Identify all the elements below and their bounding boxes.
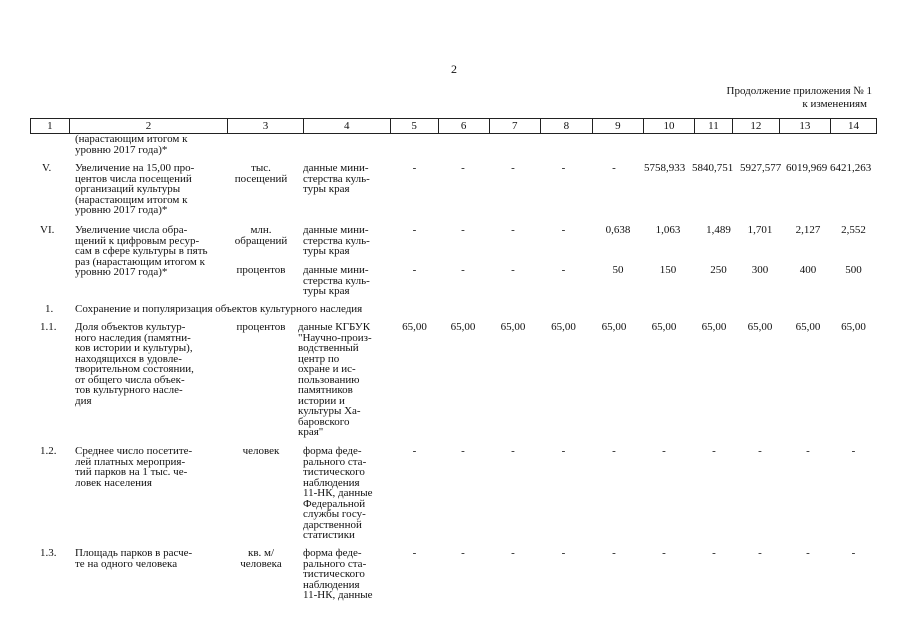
row-v-col10: 5758,933	[644, 162, 686, 174]
row-1-2-col11: -	[712, 445, 716, 457]
row-vi-col13: 2,127	[795, 224, 821, 236]
row-0-name: (нарастающим итогом к уровню 2017 года)*	[75, 133, 188, 156]
row-1-1-col8: 65,00	[551, 321, 576, 333]
row-1-3-number: 1.3.	[40, 547, 57, 559]
row-1-3-source: форма феде- рального ста- тистического наблюдения 11-НК, данные	[303, 547, 373, 601]
header-col-14: 14	[830, 119, 876, 134]
row-1-3-col12: -	[758, 547, 762, 559]
row-1-1-col12: 65,00	[747, 321, 773, 333]
row-1-2-col6: -	[461, 445, 465, 457]
row-1-2-source: форма феде- рального ста- тистического наблюдения 11-НК, данные Федеральной службы госу- дарственной статистики	[303, 445, 373, 541]
row-1-3-name: Площадь парков в расче- те на одного человека	[75, 547, 193, 570]
row-1-2-col9: -	[612, 445, 616, 457]
row-1-2-col14: -	[851, 445, 856, 457]
row-v-col6: -	[461, 162, 465, 174]
row-1-1-col6: 65,00	[450, 321, 476, 333]
row-vi-col10: 1,063	[655, 224, 681, 236]
row-1-1-number: 1.1.	[40, 321, 57, 333]
row-v-unit: тыс. посещений	[234, 162, 288, 185]
row-vi-col5: -	[412, 224, 417, 236]
row-1-1-unit: процентов	[236, 321, 286, 333]
row-1-1-col7: 65,00	[500, 321, 526, 333]
row-vi-b-col12: 300	[751, 264, 769, 276]
header-col-11: 11	[695, 119, 733, 134]
row-vi-unit: млн. обращений	[234, 224, 288, 247]
row-vi-number: VI.	[40, 224, 55, 236]
row-1-3-col9: -	[612, 547, 616, 559]
row-v-number: V.	[42, 162, 52, 174]
header-col-12: 12	[732, 119, 779, 134]
row-v-name: Увеличение на 15,00 про- центов числа посещений организаций культуры (нарастающим итогом к уровню 2017 года)*	[75, 162, 195, 216]
row-1-2-unit: человек	[242, 445, 280, 457]
header-col-4: 4	[303, 119, 390, 134]
row-vi-b-source: данные мини- стерства куль- туры края	[303, 264, 370, 297]
row-1-3-col8: -	[561, 547, 566, 559]
row-1-2-col7: -	[511, 445, 515, 457]
header-col-2: 2	[69, 119, 227, 134]
row-v-col8: -	[561, 162, 566, 174]
row-vi-b-col11: 250	[710, 264, 727, 276]
header-col-13: 13	[779, 119, 830, 134]
row-1-1-col13: 65,00	[795, 321, 821, 333]
row-1-1-col14: 65,00	[841, 321, 866, 333]
row-v-col7: -	[511, 162, 515, 174]
row-vi-col7: -	[511, 224, 515, 236]
header-col-3: 3	[228, 119, 304, 134]
row-v-source: данные мини- стерства куль- туры края	[303, 162, 370, 195]
row-1-1-col10: 65,00	[651, 321, 677, 333]
row-1-1-col5: 65,00	[402, 321, 427, 333]
row-1-2-name: Среднее число посетите- лей платных мероприя- тий парков на 1 тыс. че- ловек населения	[75, 445, 193, 489]
row-vi-b-col5: -	[412, 264, 417, 276]
row-1-2-number: 1.2.	[40, 445, 57, 457]
row-1-2-col8: -	[561, 445, 566, 457]
row-vi-col14: 2,552	[841, 224, 866, 236]
section-1-title: Сохранение и популяризация объектов культурного наследия	[75, 303, 363, 315]
row-vi-b-col6: -	[461, 264, 465, 276]
row-1-2-col12: -	[758, 445, 762, 457]
row-1-1-col11: 65,00	[701, 321, 727, 333]
continuation-line-1: Продолжение приложения № 1	[726, 85, 872, 97]
header-col-7: 7	[489, 119, 540, 134]
row-v-col13: 6019,969	[786, 162, 828, 174]
row-vi-b-col14: 500	[845, 264, 862, 276]
row-1-3-col13: -	[806, 547, 810, 559]
row-1-3-unit: кв. м/ человека	[240, 547, 282, 570]
row-1-1-col9: 65,00	[601, 321, 627, 333]
row-1-1-source: данные КГБУК "Научно-произ- водственный центр по охране и ис- пользованию памятников истории и культуры Ха- баровского края"	[298, 321, 372, 438]
row-vi-b-col8: -	[561, 264, 566, 276]
row-vi-name: Увеличение числа обра- щений к цифровым ресур- сам в сфере культуры в пять раз (нарастающим итогом к уровню 2017 года)*	[75, 224, 208, 278]
page-number: 2	[451, 62, 457, 76]
section-1-number: 1.	[45, 303, 54, 315]
header-col-9: 9	[592, 119, 643, 134]
header-col-5: 5	[390, 119, 438, 134]
row-vi-b-unit: процентов	[236, 264, 286, 276]
row-1-3-col6: -	[461, 547, 465, 559]
row-vi-col11: 1,489	[706, 224, 731, 236]
row-1-2-col5: -	[412, 445, 417, 457]
row-1-3-col5: -	[412, 547, 417, 559]
header-col-1: 1	[31, 119, 70, 134]
row-1-1-name: Доля объектов культур- ного наследия (памятни- ков истории и культуры), находящихся в удовле- творительном состоянии, от общего числа объек- тов культурного насле- дия	[75, 321, 194, 407]
header-col-8: 8	[540, 119, 592, 134]
row-v-col12: 5927,577	[740, 162, 782, 174]
row-vi-source: данные мини- стерства куль- туры края	[303, 224, 370, 257]
continuation-line-2: к изменениям	[802, 98, 867, 110]
row-v-col11: 5840,751	[692, 162, 734, 174]
row-vi-b-col9: 50	[612, 264, 624, 276]
header-col-10: 10	[643, 119, 694, 134]
row-vi-b-col7: -	[511, 264, 515, 276]
row-v-col5: -	[412, 162, 417, 174]
row-vi-b-col13: 400	[799, 264, 817, 276]
row-1-2-col13: -	[806, 445, 810, 457]
header-col-6: 6	[438, 119, 489, 134]
row-v-col9: -	[612, 162, 616, 174]
row-v-col14: 6421,263	[830, 162, 872, 174]
row-vi-b-col10: 150	[659, 264, 677, 276]
row-1-3-col10: -	[662, 547, 666, 559]
row-vi-col9: 0,638	[605, 224, 631, 236]
row-1-3-col7: -	[511, 547, 515, 559]
row-vi-col12: 1,701	[747, 224, 773, 236]
row-1-3-col14: -	[851, 547, 856, 559]
row-1-2-col10: -	[662, 445, 666, 457]
row-1-3-col11: -	[712, 547, 716, 559]
row-vi-col6: -	[461, 224, 465, 236]
row-vi-col8: -	[561, 224, 566, 236]
